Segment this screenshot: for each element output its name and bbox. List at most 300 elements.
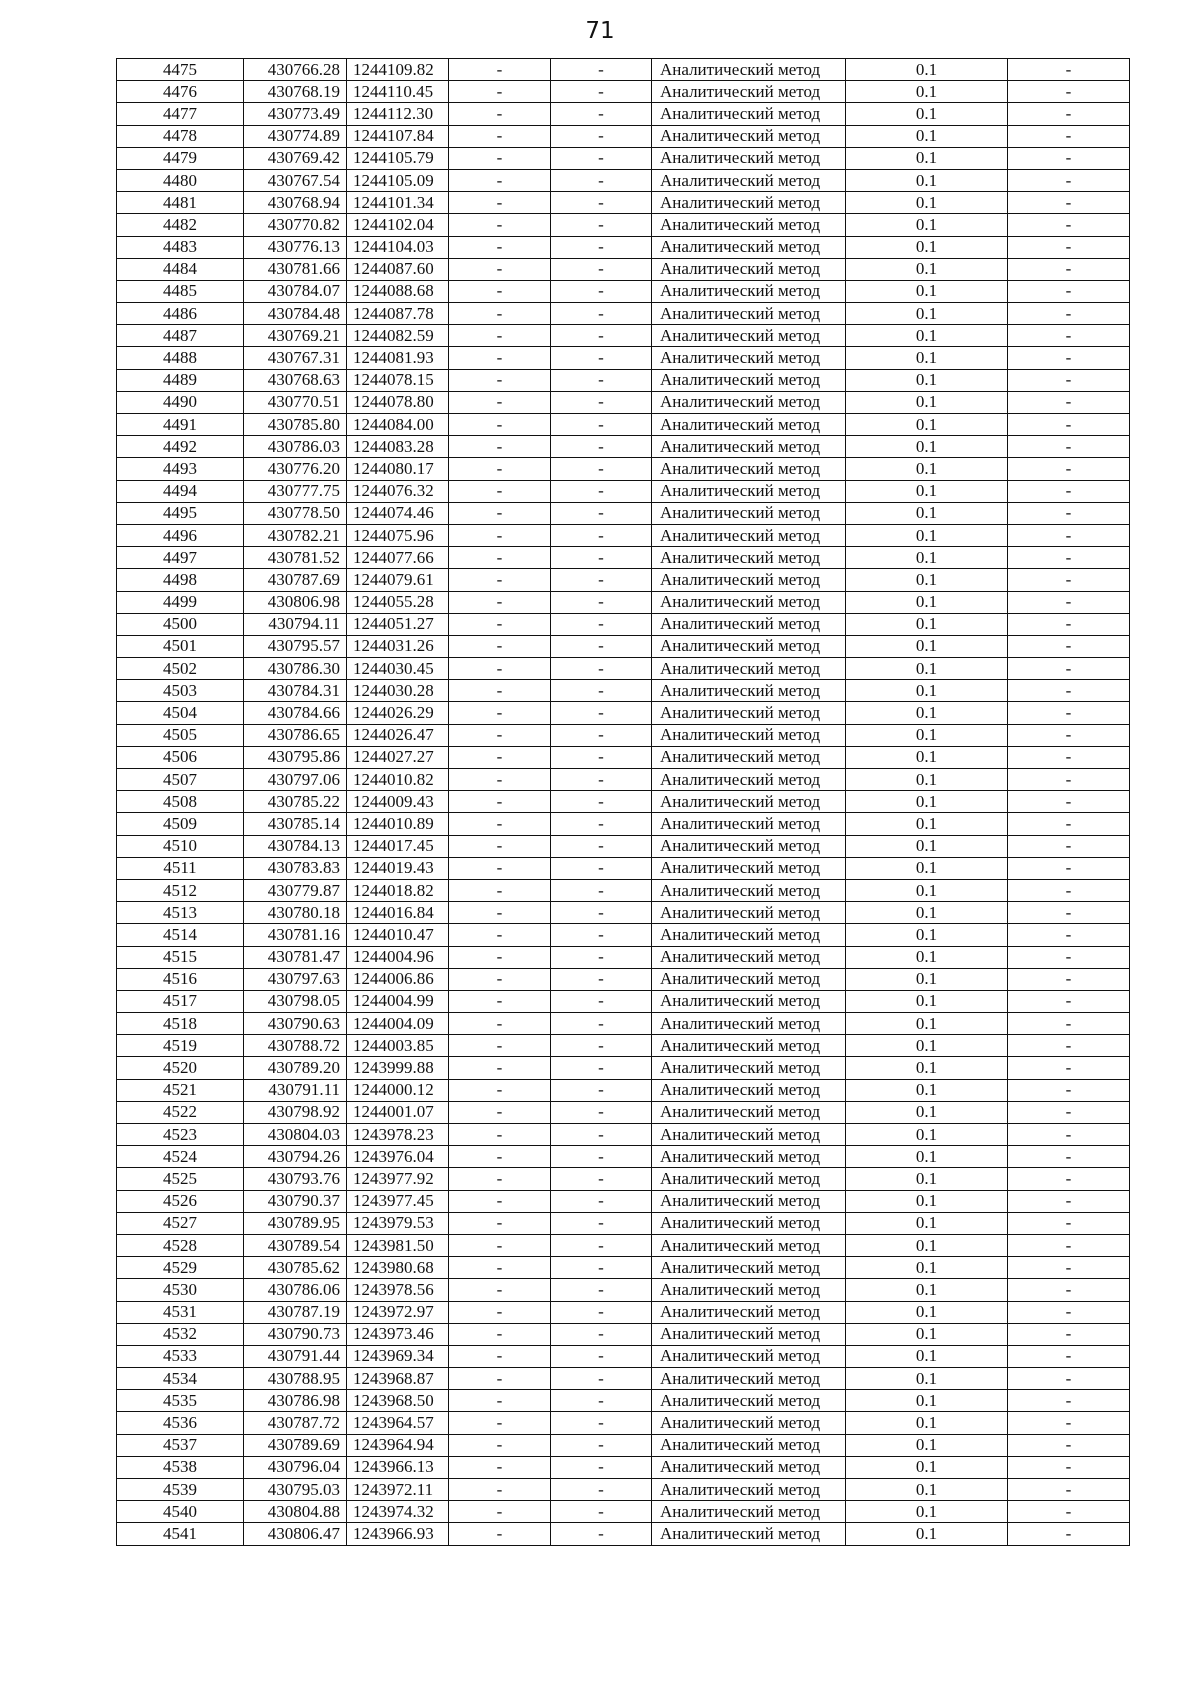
empty-cell: - xyxy=(551,1234,652,1256)
point-number-cell: 4483 xyxy=(117,236,244,258)
empty-cell: - xyxy=(551,1212,652,1234)
empty-cell: - xyxy=(551,791,652,813)
empty-cell: - xyxy=(449,1212,551,1234)
y-coordinate-cell: 1244082.59 xyxy=(347,325,449,347)
y-coordinate-cell: 1244004.09 xyxy=(347,1013,449,1035)
method-cell: Аналитический метод xyxy=(652,658,846,680)
y-coordinate-cell: 1243976.04 xyxy=(347,1146,449,1168)
empty-cell: - xyxy=(551,924,652,946)
x-coordinate-cell: 430795.86 xyxy=(244,746,347,768)
empty-cell: - xyxy=(449,192,551,214)
accuracy-cell: 0.1 xyxy=(846,1345,1008,1367)
method-cell: Аналитический метод xyxy=(652,613,846,635)
point-number-cell: 4501 xyxy=(117,635,244,657)
empty-cell: - xyxy=(449,857,551,879)
point-number-cell: 4509 xyxy=(117,813,244,835)
method-cell: Аналитический метод xyxy=(652,569,846,591)
point-number-cell: 4507 xyxy=(117,769,244,791)
empty-cell: - xyxy=(551,1146,652,1168)
table-row xyxy=(117,1301,1130,1323)
point-number-cell: 4529 xyxy=(117,1257,244,1279)
point-number-cell: 4492 xyxy=(117,436,244,458)
method-cell: Аналитический метод xyxy=(652,502,846,524)
empty-cell: - xyxy=(1008,258,1130,280)
table-row xyxy=(117,1234,1130,1256)
table-row xyxy=(117,147,1130,169)
method-cell: Аналитический метод xyxy=(652,724,846,746)
empty-cell: - xyxy=(1008,458,1130,480)
table-row xyxy=(117,1013,1130,1035)
x-coordinate-cell: 430770.82 xyxy=(244,214,347,236)
y-coordinate-cell: 1244019.43 xyxy=(347,857,449,879)
x-coordinate-cell: 430782.21 xyxy=(244,524,347,546)
x-coordinate-cell: 430788.72 xyxy=(244,1035,347,1057)
empty-cell: - xyxy=(449,813,551,835)
accuracy-cell: 0.1 xyxy=(846,103,1008,125)
empty-cell: - xyxy=(1008,547,1130,569)
empty-cell: - xyxy=(1008,391,1130,413)
accuracy-cell: 0.1 xyxy=(846,81,1008,103)
y-coordinate-cell: 1244104.03 xyxy=(347,236,449,258)
y-coordinate-cell: 1244112.30 xyxy=(347,103,449,125)
point-number-cell: 4536 xyxy=(117,1412,244,1434)
empty-cell: - xyxy=(449,1101,551,1123)
table-row xyxy=(117,946,1130,968)
empty-cell: - xyxy=(1008,1234,1130,1256)
empty-cell: - xyxy=(449,702,551,724)
y-coordinate-cell: 1244051.27 xyxy=(347,613,449,635)
x-coordinate-cell: 430784.66 xyxy=(244,702,347,724)
point-number-cell: 4493 xyxy=(117,458,244,480)
y-coordinate-cell: 1243969.34 xyxy=(347,1345,449,1367)
table-row xyxy=(117,81,1130,103)
y-coordinate-cell: 1244017.45 xyxy=(347,835,449,857)
accuracy-cell: 0.1 xyxy=(846,924,1008,946)
point-number-cell: 4534 xyxy=(117,1368,244,1390)
point-number-cell: 4497 xyxy=(117,547,244,569)
point-number-cell: 4505 xyxy=(117,724,244,746)
method-cell: Аналитический метод xyxy=(652,1013,846,1035)
x-coordinate-cell: 430779.87 xyxy=(244,879,347,901)
empty-cell: - xyxy=(1008,635,1130,657)
accuracy-cell: 0.1 xyxy=(846,635,1008,657)
empty-cell: - xyxy=(551,347,652,369)
accuracy-cell: 0.1 xyxy=(846,1279,1008,1301)
x-coordinate-cell: 430791.11 xyxy=(244,1079,347,1101)
method-cell: Аналитический метод xyxy=(652,1168,846,1190)
method-cell: Аналитический метод xyxy=(652,1523,846,1545)
x-coordinate-cell: 430790.73 xyxy=(244,1323,347,1345)
method-cell: Аналитический метод xyxy=(652,1057,846,1079)
accuracy-cell: 0.1 xyxy=(846,214,1008,236)
accuracy-cell: 0.1 xyxy=(846,59,1008,81)
table-row xyxy=(117,702,1130,724)
empty-cell: - xyxy=(449,1501,551,1523)
method-cell: Аналитический метод xyxy=(652,879,846,901)
empty-cell: - xyxy=(1008,1101,1130,1123)
empty-cell: - xyxy=(1008,1412,1130,1434)
accuracy-cell: 0.1 xyxy=(846,879,1008,901)
y-coordinate-cell: 1244102.04 xyxy=(347,214,449,236)
y-coordinate-cell: 1244016.84 xyxy=(347,902,449,924)
y-coordinate-cell: 1244000.12 xyxy=(347,1079,449,1101)
x-coordinate-cell: 430804.88 xyxy=(244,1501,347,1523)
method-cell: Аналитический метод xyxy=(652,990,846,1012)
accuracy-cell: 0.1 xyxy=(846,169,1008,191)
coordinates-table xyxy=(116,58,1130,1546)
y-coordinate-cell: 1244030.45 xyxy=(347,658,449,680)
table-row xyxy=(117,1479,1130,1501)
empty-cell: - xyxy=(449,879,551,901)
x-coordinate-cell: 430793.76 xyxy=(244,1168,347,1190)
accuracy-cell: 0.1 xyxy=(846,1234,1008,1256)
table-row xyxy=(117,1456,1130,1478)
y-coordinate-cell: 1243966.13 xyxy=(347,1456,449,1478)
table-row xyxy=(117,214,1130,236)
x-coordinate-cell: 430795.57 xyxy=(244,635,347,657)
x-coordinate-cell: 430789.20 xyxy=(244,1057,347,1079)
method-cell: Аналитический метод xyxy=(652,125,846,147)
point-number-cell: 4515 xyxy=(117,946,244,968)
table-row xyxy=(117,724,1130,746)
accuracy-cell: 0.1 xyxy=(846,1168,1008,1190)
empty-cell: - xyxy=(1008,1479,1130,1501)
x-coordinate-cell: 430769.42 xyxy=(244,147,347,169)
y-coordinate-cell: 1243968.87 xyxy=(347,1368,449,1390)
method-cell: Аналитический метод xyxy=(652,857,846,879)
accuracy-cell: 0.1 xyxy=(846,480,1008,502)
method-cell: Аналитический метод xyxy=(652,680,846,702)
empty-cell: - xyxy=(551,635,652,657)
empty-cell: - xyxy=(551,1101,652,1123)
method-cell: Аналитический метод xyxy=(652,1301,846,1323)
empty-cell: - xyxy=(449,325,551,347)
method-cell: Аналитический метод xyxy=(652,591,846,613)
point-number-cell: 4537 xyxy=(117,1434,244,1456)
y-coordinate-cell: 1244076.32 xyxy=(347,480,449,502)
point-number-cell: 4512 xyxy=(117,879,244,901)
empty-cell: - xyxy=(551,902,652,924)
table-row xyxy=(117,169,1130,191)
empty-cell: - xyxy=(1008,1279,1130,1301)
y-coordinate-cell: 1244027.27 xyxy=(347,746,449,768)
y-coordinate-cell: 1244026.47 xyxy=(347,724,449,746)
empty-cell: - xyxy=(551,1257,652,1279)
method-cell: Аналитический метод xyxy=(652,147,846,169)
empty-cell: - xyxy=(1008,192,1130,214)
empty-cell: - xyxy=(449,924,551,946)
x-coordinate-cell: 430781.52 xyxy=(244,547,347,569)
empty-cell: - xyxy=(551,391,652,413)
table-row xyxy=(117,746,1130,768)
empty-cell: - xyxy=(551,1456,652,1478)
empty-cell: - xyxy=(449,1301,551,1323)
x-coordinate-cell: 430776.20 xyxy=(244,458,347,480)
y-coordinate-cell: 1243978.23 xyxy=(347,1124,449,1146)
table-row xyxy=(117,103,1130,125)
empty-cell: - xyxy=(1008,879,1130,901)
y-coordinate-cell: 1243978.56 xyxy=(347,1279,449,1301)
x-coordinate-cell: 430768.63 xyxy=(244,369,347,391)
y-coordinate-cell: 1244084.00 xyxy=(347,414,449,436)
y-coordinate-cell: 1243972.97 xyxy=(347,1301,449,1323)
method-cell: Аналитический метод xyxy=(652,103,846,125)
method-cell: Аналитический метод xyxy=(652,924,846,946)
point-number-cell: 4540 xyxy=(117,1501,244,1523)
empty-cell: - xyxy=(449,524,551,546)
empty-cell: - xyxy=(551,968,652,990)
accuracy-cell: 0.1 xyxy=(846,1501,1008,1523)
empty-cell: - xyxy=(449,902,551,924)
empty-cell: - xyxy=(449,1035,551,1057)
empty-cell: - xyxy=(1008,1390,1130,1412)
table-row xyxy=(117,125,1130,147)
y-coordinate-cell: 1244001.07 xyxy=(347,1101,449,1123)
empty-cell: - xyxy=(449,1390,551,1412)
table-row xyxy=(117,1345,1130,1367)
table-row xyxy=(117,480,1130,502)
empty-cell: - xyxy=(449,990,551,1012)
accuracy-cell: 0.1 xyxy=(846,1212,1008,1234)
accuracy-cell: 0.1 xyxy=(846,658,1008,680)
y-coordinate-cell: 1243966.93 xyxy=(347,1523,449,1545)
table-row xyxy=(117,1523,1130,1545)
empty-cell: - xyxy=(551,192,652,214)
point-number-cell: 4523 xyxy=(117,1124,244,1146)
empty-cell: - xyxy=(1008,1124,1130,1146)
empty-cell: - xyxy=(449,591,551,613)
method-cell: Аналитический метод xyxy=(652,436,846,458)
x-coordinate-cell: 430780.18 xyxy=(244,902,347,924)
empty-cell: - xyxy=(551,414,652,436)
empty-cell: - xyxy=(1008,1501,1130,1523)
empty-cell: - xyxy=(1008,1257,1130,1279)
empty-cell: - xyxy=(449,103,551,125)
empty-cell: - xyxy=(449,1279,551,1301)
y-coordinate-cell: 1244083.28 xyxy=(347,436,449,458)
accuracy-cell: 0.1 xyxy=(846,547,1008,569)
y-coordinate-cell: 1244078.80 xyxy=(347,391,449,413)
empty-cell: - xyxy=(449,436,551,458)
empty-cell: - xyxy=(449,1434,551,1456)
accuracy-cell: 0.1 xyxy=(846,1323,1008,1345)
accuracy-cell: 0.1 xyxy=(846,1390,1008,1412)
point-number-cell: 4538 xyxy=(117,1456,244,1478)
method-cell: Аналитический метод xyxy=(652,946,846,968)
empty-cell: - xyxy=(551,436,652,458)
point-number-cell: 4476 xyxy=(117,81,244,103)
table-row xyxy=(117,347,1130,369)
x-coordinate-cell: 430794.26 xyxy=(244,1146,347,1168)
x-coordinate-cell: 430788.95 xyxy=(244,1368,347,1390)
y-coordinate-cell: 1243968.50 xyxy=(347,1390,449,1412)
table-row xyxy=(117,924,1130,946)
table-row xyxy=(117,1368,1130,1390)
empty-cell: - xyxy=(551,835,652,857)
empty-cell: - xyxy=(1008,81,1130,103)
method-cell: Аналитический метод xyxy=(652,1101,846,1123)
x-coordinate-cell: 430767.54 xyxy=(244,169,347,191)
accuracy-cell: 0.1 xyxy=(846,746,1008,768)
y-coordinate-cell: 1244031.26 xyxy=(347,635,449,657)
y-coordinate-cell: 1244009.43 xyxy=(347,791,449,813)
table-row xyxy=(117,414,1130,436)
empty-cell: - xyxy=(551,1168,652,1190)
x-coordinate-cell: 430786.65 xyxy=(244,724,347,746)
empty-cell: - xyxy=(449,547,551,569)
table-row xyxy=(117,502,1130,524)
x-coordinate-cell: 430790.63 xyxy=(244,1013,347,1035)
y-coordinate-cell: 1244018.82 xyxy=(347,879,449,901)
empty-cell: - xyxy=(1008,746,1130,768)
method-cell: Аналитический метод xyxy=(652,769,846,791)
empty-cell: - xyxy=(449,169,551,191)
accuracy-cell: 0.1 xyxy=(846,1146,1008,1168)
empty-cell: - xyxy=(449,125,551,147)
empty-cell: - xyxy=(449,369,551,391)
empty-cell: - xyxy=(1008,591,1130,613)
table-row xyxy=(117,1168,1130,1190)
method-cell: Аналитический метод xyxy=(652,236,846,258)
accuracy-cell: 0.1 xyxy=(846,192,1008,214)
x-coordinate-cell: 430794.11 xyxy=(244,613,347,635)
empty-cell: - xyxy=(1008,1035,1130,1057)
accuracy-cell: 0.1 xyxy=(846,702,1008,724)
accuracy-cell: 0.1 xyxy=(846,1456,1008,1478)
x-coordinate-cell: 430777.75 xyxy=(244,480,347,502)
empty-cell: - xyxy=(551,1390,652,1412)
empty-cell: - xyxy=(551,724,652,746)
table-row xyxy=(117,1501,1130,1523)
x-coordinate-cell: 430784.07 xyxy=(244,280,347,302)
empty-cell: - xyxy=(449,968,551,990)
empty-cell: - xyxy=(449,1190,551,1212)
x-coordinate-cell: 430784.13 xyxy=(244,835,347,857)
point-number-cell: 4516 xyxy=(117,968,244,990)
empty-cell: - xyxy=(551,569,652,591)
empty-cell: - xyxy=(551,1323,652,1345)
empty-cell: - xyxy=(551,813,652,835)
point-number-cell: 4479 xyxy=(117,147,244,169)
method-cell: Аналитический метод xyxy=(652,1234,846,1256)
accuracy-cell: 0.1 xyxy=(846,502,1008,524)
table-row xyxy=(117,635,1130,657)
method-cell: Аналитический метод xyxy=(652,258,846,280)
accuracy-cell: 0.1 xyxy=(846,1035,1008,1057)
table-row xyxy=(117,1390,1130,1412)
empty-cell: - xyxy=(449,502,551,524)
empty-cell: - xyxy=(449,458,551,480)
empty-cell: - xyxy=(551,280,652,302)
point-number-cell: 4524 xyxy=(117,1146,244,1168)
accuracy-cell: 0.1 xyxy=(846,613,1008,635)
accuracy-cell: 0.1 xyxy=(846,1101,1008,1123)
accuracy-cell: 0.1 xyxy=(846,968,1008,990)
x-coordinate-cell: 430778.50 xyxy=(244,502,347,524)
point-number-cell: 4525 xyxy=(117,1168,244,1190)
method-cell: Аналитический метод xyxy=(652,1368,846,1390)
empty-cell: - xyxy=(1008,1013,1130,1035)
table-row xyxy=(117,835,1130,857)
table-row xyxy=(117,325,1130,347)
table-body xyxy=(117,59,1130,1546)
empty-cell: - xyxy=(449,724,551,746)
empty-cell: - xyxy=(1008,480,1130,502)
empty-cell: - xyxy=(449,569,551,591)
table-row xyxy=(117,1279,1130,1301)
method-cell: Аналитический метод xyxy=(652,1279,846,1301)
x-coordinate-cell: 430781.66 xyxy=(244,258,347,280)
empty-cell: - xyxy=(449,414,551,436)
table-row xyxy=(117,680,1130,702)
point-number-cell: 4499 xyxy=(117,591,244,613)
empty-cell: - xyxy=(551,769,652,791)
x-coordinate-cell: 430787.19 xyxy=(244,1301,347,1323)
method-cell: Аналитический метод xyxy=(652,702,846,724)
method-cell: Аналитический метод xyxy=(652,902,846,924)
y-coordinate-cell: 1244010.82 xyxy=(347,769,449,791)
y-coordinate-cell: 1244003.85 xyxy=(347,1035,449,1057)
point-number-cell: 4503 xyxy=(117,680,244,702)
x-coordinate-cell: 430786.30 xyxy=(244,658,347,680)
accuracy-cell: 0.1 xyxy=(846,258,1008,280)
empty-cell: - xyxy=(551,147,652,169)
accuracy-cell: 0.1 xyxy=(846,1523,1008,1545)
x-coordinate-cell: 430789.95 xyxy=(244,1212,347,1234)
point-number-cell: 4522 xyxy=(117,1101,244,1123)
accuracy-cell: 0.1 xyxy=(846,569,1008,591)
table-row xyxy=(117,369,1130,391)
empty-cell: - xyxy=(1008,902,1130,924)
y-coordinate-cell: 1244010.47 xyxy=(347,924,449,946)
empty-cell: - xyxy=(449,613,551,635)
y-coordinate-cell: 1244105.79 xyxy=(347,147,449,169)
empty-cell: - xyxy=(551,81,652,103)
empty-cell: - xyxy=(1008,280,1130,302)
empty-cell: - xyxy=(551,1057,652,1079)
empty-cell: - xyxy=(551,1301,652,1323)
empty-cell: - xyxy=(551,702,652,724)
method-cell: Аналитический метод xyxy=(652,369,846,391)
empty-cell: - xyxy=(1008,303,1130,325)
table-row xyxy=(117,436,1130,458)
table-row xyxy=(117,303,1130,325)
point-number-cell: 4533 xyxy=(117,1345,244,1367)
table-row xyxy=(117,769,1130,791)
point-number-cell: 4510 xyxy=(117,835,244,857)
empty-cell: - xyxy=(449,680,551,702)
accuracy-cell: 0.1 xyxy=(846,1079,1008,1101)
empty-cell: - xyxy=(449,1234,551,1256)
table-row xyxy=(117,1035,1130,1057)
y-coordinate-cell: 1244004.96 xyxy=(347,946,449,968)
method-cell: Аналитический метод xyxy=(652,169,846,191)
y-coordinate-cell: 1243964.94 xyxy=(347,1434,449,1456)
accuracy-cell: 0.1 xyxy=(846,791,1008,813)
empty-cell: - xyxy=(551,1501,652,1523)
empty-cell: - xyxy=(551,990,652,1012)
empty-cell: - xyxy=(1008,724,1130,746)
method-cell: Аналитический метод xyxy=(652,81,846,103)
empty-cell: - xyxy=(551,1523,652,1545)
accuracy-cell: 0.1 xyxy=(846,458,1008,480)
point-number-cell: 4495 xyxy=(117,502,244,524)
accuracy-cell: 0.1 xyxy=(846,1301,1008,1323)
method-cell: Аналитический метод xyxy=(652,325,846,347)
x-coordinate-cell: 430783.83 xyxy=(244,857,347,879)
empty-cell: - xyxy=(1008,658,1130,680)
point-number-cell: 4539 xyxy=(117,1479,244,1501)
